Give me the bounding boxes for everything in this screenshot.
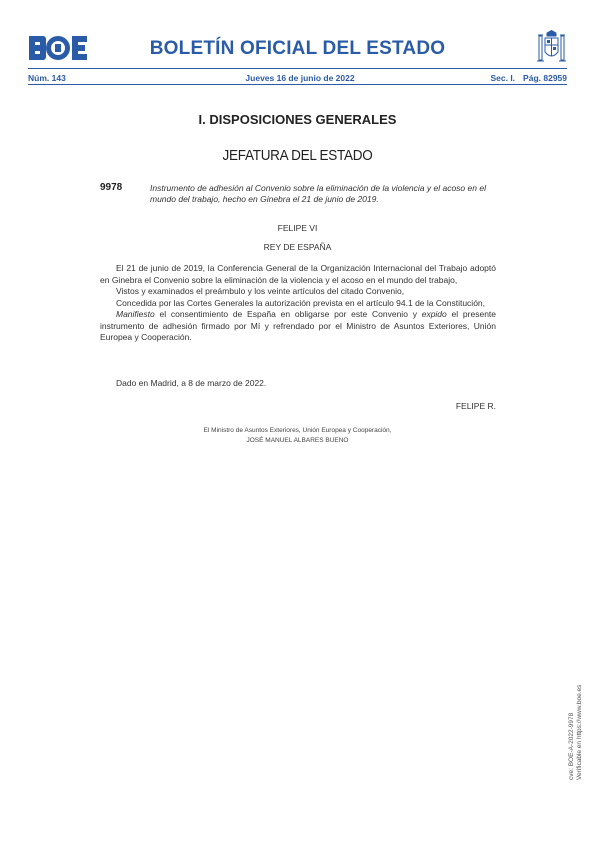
page-title: BOLETÍN OFICIAL DEL ESTADO	[149, 38, 446, 59]
verify-link[interactable]: Verificable en https://www.boe.es	[576, 684, 583, 780]
boe-logo	[28, 35, 88, 61]
verification-sidebar	[568, 640, 584, 780]
paragraph-4-italic-1: Manifiesto	[116, 309, 155, 319]
king-name: FELIPE VI	[277, 223, 318, 233]
minister-block	[0, 426, 595, 446]
organization-title: JEFATURA DEL ESTADO	[222, 147, 373, 164]
document-body	[100, 263, 496, 344]
paragraph-4-italic-2: expido	[421, 309, 447, 319]
section-label: Sec. I.	[490, 73, 516, 83]
king-title: REY DE ESPAÑA	[263, 242, 332, 252]
entry-summary: Instrumento de adhesión al Convenio sobre la eliminación de la violencia y el acoso en el mundo del trabajo, hecho en Ginebra el 21 de junio de 2019.	[150, 183, 486, 204]
cve-code: cve: BOE-A-2022-9978	[568, 712, 575, 780]
place-date: Dado en Madrid, a 8 de marzo de 2022.	[116, 378, 267, 388]
minister-title: El Ministro de Asuntos Exteriores, Unión Europea y Cooperación,	[203, 427, 392, 434]
signature: FELIPE R.	[455, 401, 496, 411]
issue-number: Núm. 143	[28, 73, 66, 83]
page-label: Pág. 82959	[523, 73, 567, 83]
paragraph-1: El 21 de junio de 2019, la Conferencia General de la Organización Internacional del Trabajo adoptó en Ginebra el Convenio sobre la eliminación de la violencia y el acoso en el mundo del trabajo,	[100, 263, 496, 285]
section-page	[490, 73, 567, 83]
paragraph-4	[100, 309, 496, 344]
minister-name: JOSÉ MANUEL ALBARES BUENO	[246, 437, 349, 444]
header-rule-top	[28, 68, 567, 69]
paragraph-4-text-1: el consentimiento de España en obligarse por este Convenio y	[154, 309, 422, 319]
coat-of-arms-icon	[535, 30, 568, 66]
header-rule-bottom	[28, 84, 567, 85]
issue-date: Jueves 16 de junio de 2022	[245, 73, 355, 83]
paragraph-2: Vistos y examinados el preámbulo y los veinte artículos del citado Convenio,	[116, 286, 405, 296]
section-title: I. DISPOSICIONES GENERALES	[198, 112, 397, 127]
entry-number: 9978	[100, 182, 123, 193]
paragraph-3: Concedida por las Cortes Generales la autorización prevista en el artículo 94.1 de la Constitución,	[116, 297, 486, 308]
paragraph-4-text-2: el presente instrumento de adhesión firmado por Mí y refrendado por el Ministro de Asuntos Exteriores, Unión Europea y Cooperación.	[100, 309, 497, 342]
